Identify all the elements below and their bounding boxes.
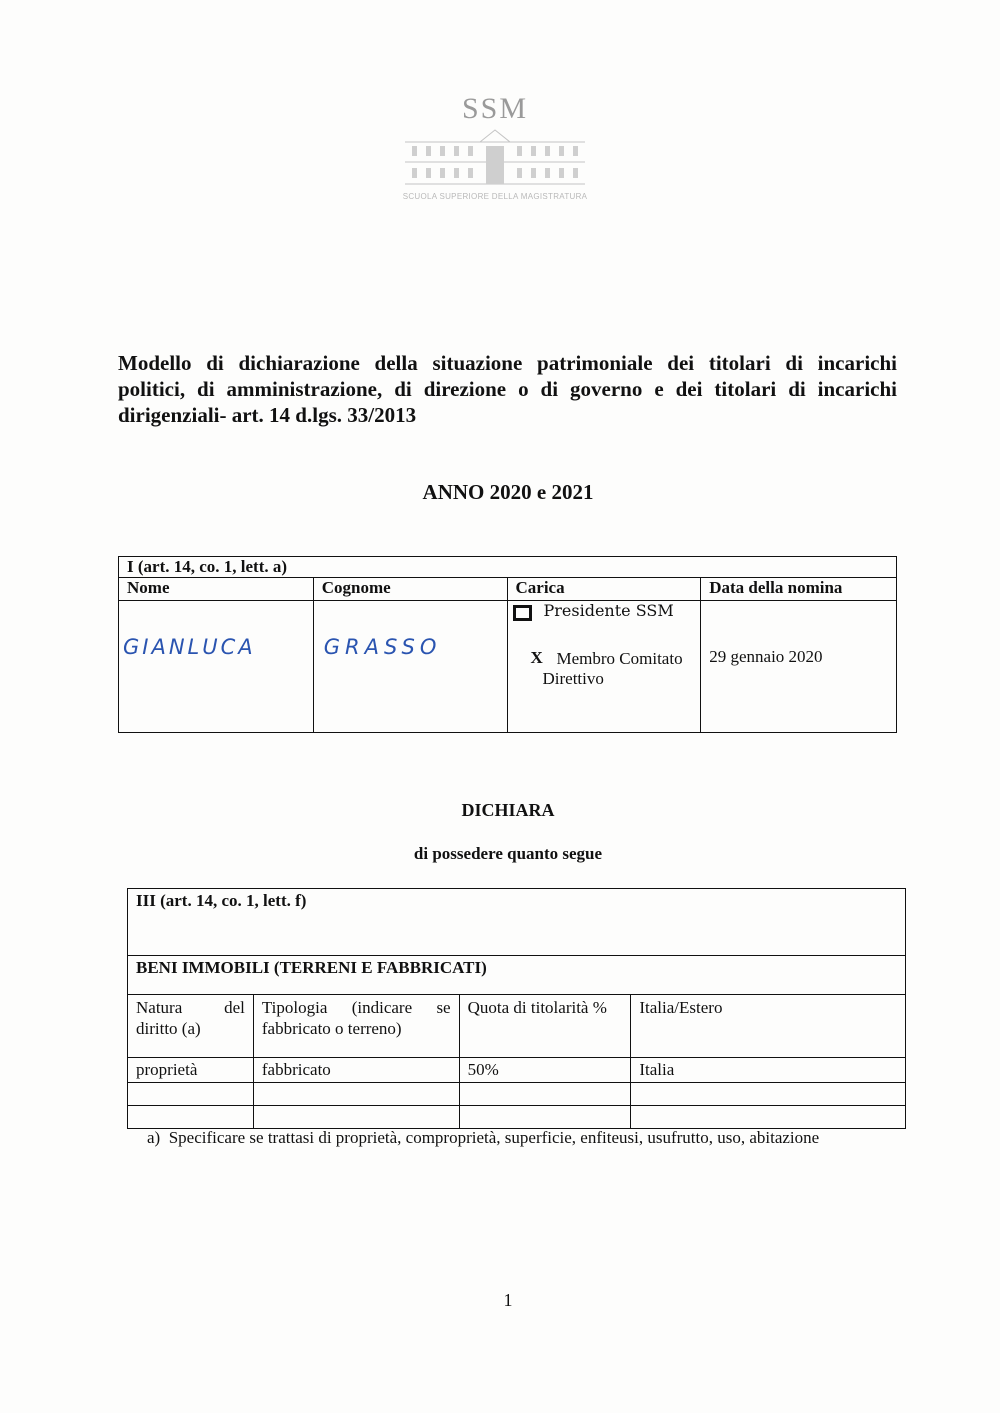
header-tipologia [253,995,459,1058]
page-number: 1 [503,1290,513,1310]
tipologia-value: fabbricato [253,1058,459,1083]
header-carica: Carica [507,578,701,601]
cognome-cell [313,601,507,733]
title-line: Modello di dichiarazione della situazione patrimoniale dei titolari di incarichi [118,351,897,375]
cognome-value: GRASSO [323,635,442,659]
presidente-label: Presidente SSM [543,601,674,620]
table-row [128,1058,906,1083]
membro-label-line2: Direttivo [542,669,604,688]
footnote: a) Specificare se trattasi di proprietà, comproprietà, superficie, enfiteusi, usufrutto, uso, abitazione [147,1128,820,1147]
presidente-checkbox[interactable] [513,605,532,621]
header-natura [128,995,254,1058]
document-title [118,350,897,428]
nome-value: GIANLUCA [123,635,256,659]
paese-value: Italia [631,1058,906,1083]
table-row [128,1083,906,1106]
year-heading: ANNO 2020 e 2021 [422,480,594,504]
header-cognome: Cognome [313,578,507,601]
header-quota: Quota di titolarità % [459,995,631,1058]
membro-label-line1: Membro Comitato [556,649,683,668]
logo-mark: SSM [461,92,529,125]
natura-value: proprietà [128,1058,254,1083]
section1-table [118,556,897,733]
header-natura-line2: diritto (a) [136,1019,201,1038]
ssm-logo [395,92,595,212]
logo-subtitle: SCUOLA SUPERIORE DELLA MAGISTRATURA [402,192,588,201]
title-line: dirigenziali- art. 14 d.lgs. 33/2013 [118,403,417,427]
header-nome: Nome [119,578,314,601]
nome-cell [119,601,314,733]
header-paese: Italia/Estero [631,995,906,1058]
header-tipologia-line1: Tipologia (indicare se [261,998,451,1017]
section3-table [127,888,906,1129]
header-tipologia-line2: fabbricato o terreno) [261,1019,402,1038]
header-natura-line1: Natura del [136,998,245,1017]
section3-label: III (art. 14, co. 1, lett. f) [128,889,906,956]
quota-value: 50% [459,1058,631,1083]
data-nomina-cell [701,601,897,733]
title-line: politici, di amministrazione, di direzione o di governo e dei titolari di incarichi [118,377,897,401]
membro-check-mark: X [530,648,543,667]
table-row [128,1106,906,1129]
header-data-nomina: Data della nomina [701,578,897,601]
data-nomina-value: 29 gennaio 2020 [709,647,823,666]
possedere-subheading: di possedere quanto segue [413,844,603,863]
dichiara-heading: DICHIARA [461,800,555,820]
building-icon [400,128,590,188]
section3-subtitle: BENI IMMOBILI (TERRENI E FABBRICATI) [128,956,906,995]
carica-cell [507,601,701,733]
section1-label: I (art. 14, co. 1, lett. a) [119,557,897,578]
